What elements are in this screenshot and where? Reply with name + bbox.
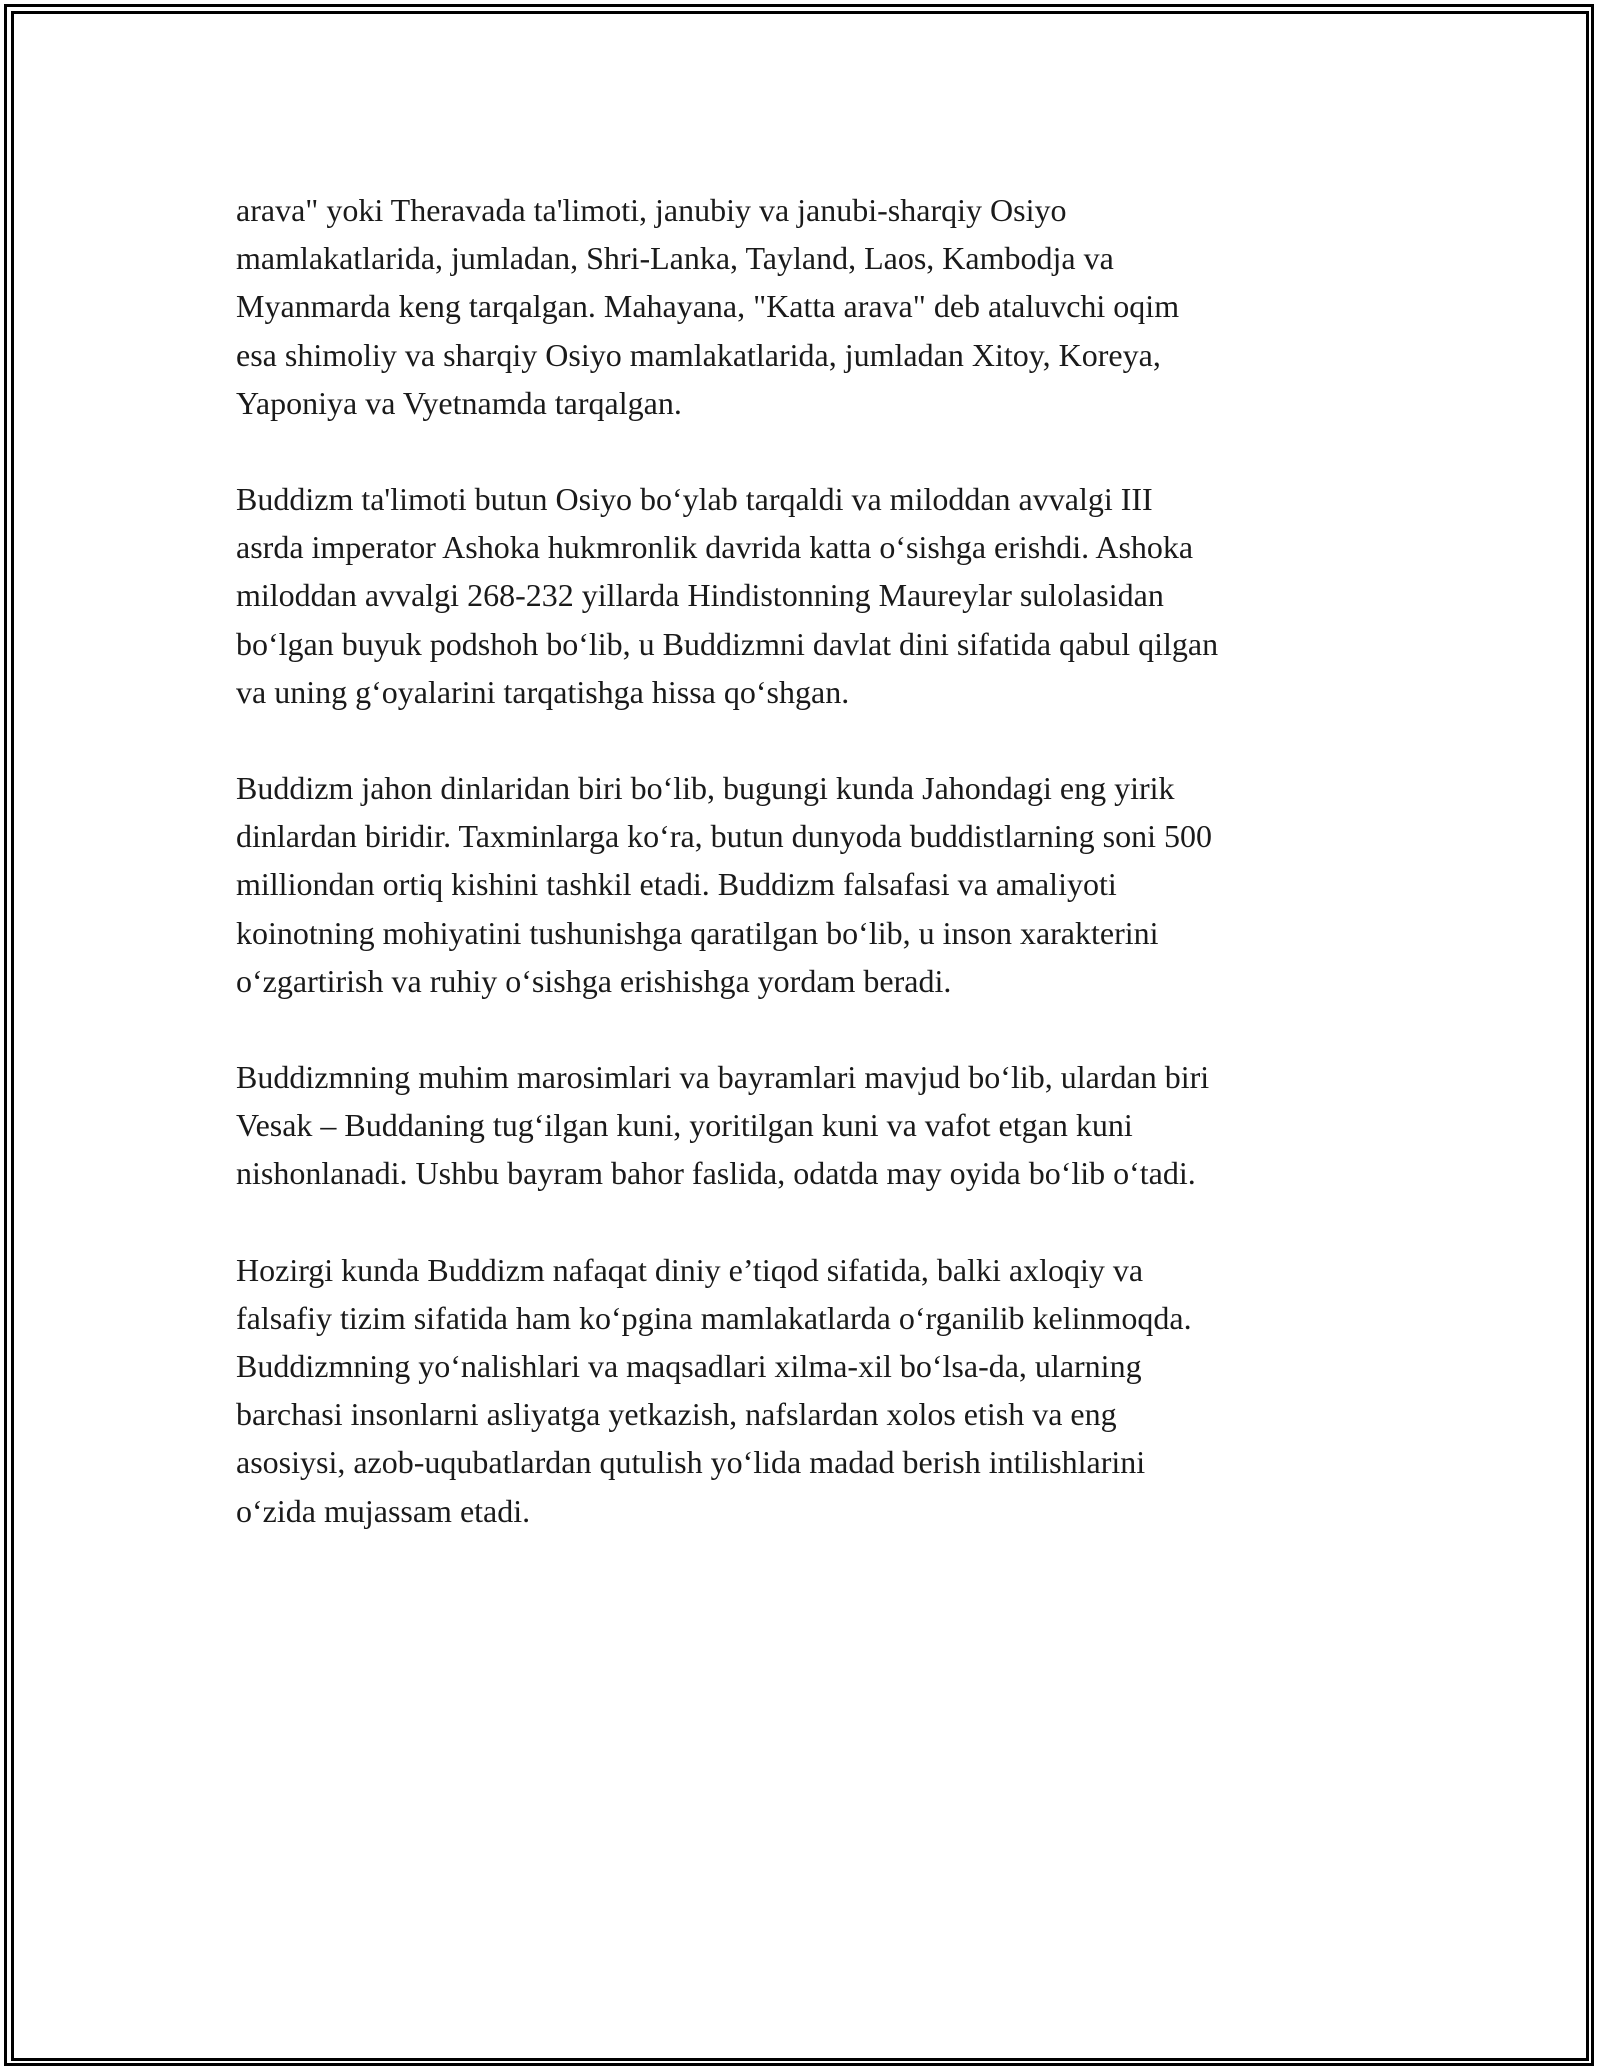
text-line: falsafiy tizim sifatida ham ko‘pgina mamlakatlarda o‘rganilib kelinmoqda. xyxy=(236,1299,1192,1336)
text-line: milliondan ortiq kishini tashkil etadi. Buddizm falsafasi va amaliyoti xyxy=(236,866,1117,903)
text-line: o‘zida mujassam etadi. xyxy=(236,1492,531,1529)
text-line: Buddizm ta'limoti butun Osiyo bo‘ylab tarqaldi va miloddan avvalgi III xyxy=(236,481,1153,518)
text-line: bo‘lgan buyuk podshoh bo‘lib, u Buddizmni davlat dini sifatida qabul qilgan xyxy=(236,625,1219,662)
text-line: Yaponiya va Vyetnamda tarqalgan. xyxy=(236,384,682,421)
text-line: Buddizmning muhim marosimlari va bayramlari mavjud bo‘lib, ulardan biri xyxy=(236,1059,1210,1096)
text-line: o‘zgartirish va ruhiy o‘sishga erishishga yordam beradi. xyxy=(236,962,952,999)
text-line: esa shimoliy va sharqiy Osiyo mamlakatlarida, jumladan Xitoy, Koreya, xyxy=(236,336,1161,373)
text-line: miloddan avvalgi 268-232 yillarda Hindistonning Maureylar sulolasidan xyxy=(236,577,1164,614)
text-line: arava" yoki Theravada ta'limoti, janubiy va janubi-sharqiy Osiyo xyxy=(236,192,1067,228)
text-line: mamlakatlarida, jumladan, Shri-Lanka, Tayland, Laos, Kambodja va xyxy=(236,240,1114,277)
text-line: Hozirgi kunda Buddizm nafaqat diniy e’tiqod sifatida, balki axloqiy va xyxy=(236,1251,1144,1288)
text-line: koinotning mohiyatini tushunishga qaratilgan bo‘lib, u inson xarakterini xyxy=(236,914,1159,951)
document-body xyxy=(236,186,1386,1583)
paragraph-modern-day xyxy=(236,1246,1386,1535)
text-line: va uning g‘oyalarini tarqatishga hissa qo‘shgan. xyxy=(236,673,850,710)
text-line: dinlardan biridir. Taxminlarga ko‘ra, butun dunyoda buddistlarning soni 500 xyxy=(236,818,1212,855)
text-line: barchasi insonlarni asliyatga yetkazish, nafslardan xolos etish va eng xyxy=(236,1396,1117,1433)
text-line: Buddizmning yo‘nalishlari va maqsadlari xilma-xil bo‘lsa-da, ularning xyxy=(236,1348,1142,1385)
paragraph-theravada-mahayana xyxy=(236,186,1386,427)
text-line: asrda imperator Ashoka hukmronlik davrida katta o‘sishga erishdi. Ashoka xyxy=(236,529,1194,566)
paragraph-ashoka xyxy=(236,475,1386,716)
text-line: Vesak – Buddaning tug‘ilgan kuni, yoritilgan kuni va vafot etgan kuni xyxy=(236,1107,1133,1144)
text-line: Buddizm jahon dinlaridan biri bo‘lib, bugungi kunda Jahondagi eng yirik xyxy=(236,770,1175,807)
paragraph-vesak xyxy=(236,1053,1386,1198)
text-line: asosiysi, azob-uqubatlardan qutulish yo‘lida madad berish intilishlarini xyxy=(236,1444,1146,1481)
text-line: nishonlanadi. Ushbu bayram bahor faslida, odatda may oyida bo‘lib o‘tadi. xyxy=(236,1155,1196,1192)
paragraph-world-religion xyxy=(236,764,1386,1005)
text-line: Myanmarda keng tarqalgan. Mahayana, "Katta arava" deb ataluvchi oqim xyxy=(236,288,1180,325)
